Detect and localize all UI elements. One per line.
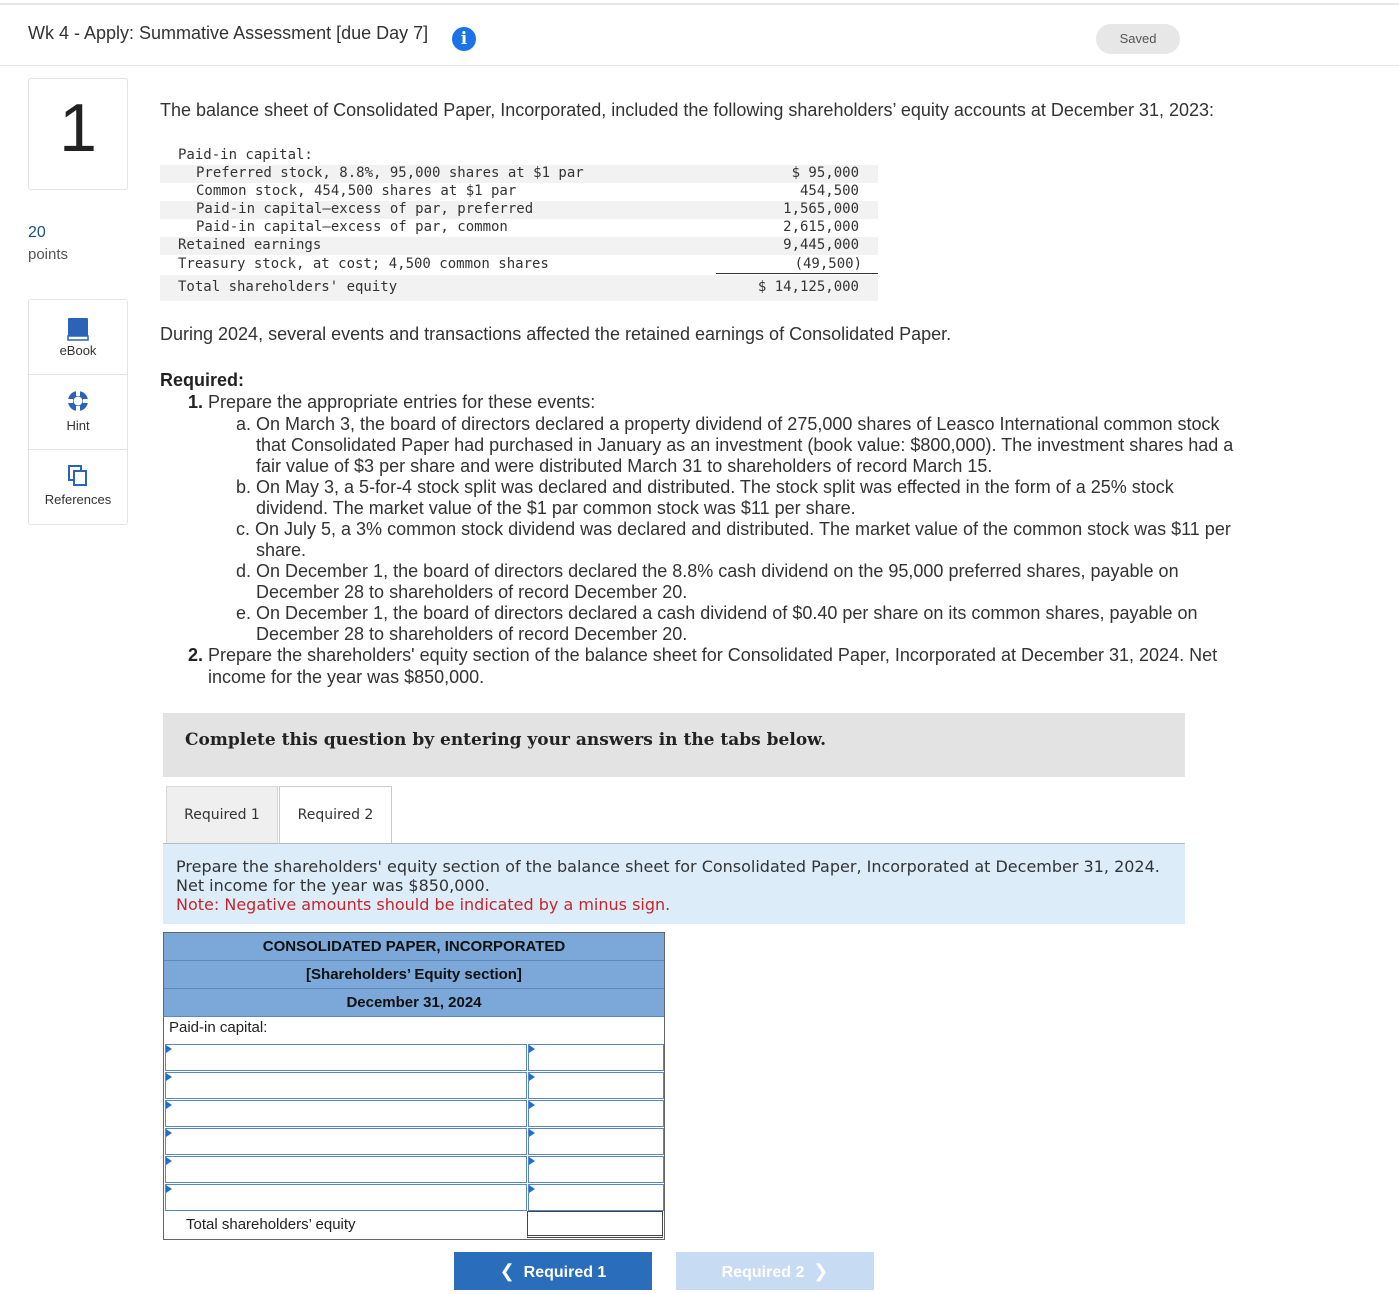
bs-label: Common stock, 454,500 shares at $1 par bbox=[196, 183, 517, 199]
required-2-line bbox=[188, 645, 1217, 666]
during-text: During 2024, several events and transactions affected the retained earnings of Consolidated Paper. bbox=[160, 324, 952, 344]
bs-label: Preferred stock, 8.8%, 95,000 shares at $1 par bbox=[196, 165, 584, 181]
required-1-number: 1. bbox=[188, 392, 204, 412]
instructions-panel bbox=[163, 844, 1185, 924]
input-row bbox=[164, 1072, 664, 1099]
event-a-line: a. On March 3, the board of directors declared a property dividend of 275,000 shares of Leasco International common stock bbox=[236, 414, 1220, 434]
references-label: References bbox=[44, 492, 112, 507]
bs-amount: (49,500) bbox=[794, 256, 862, 272]
complete-banner-text: Complete this question by entering your answers in the tabs below. bbox=[185, 730, 826, 750]
subtotal-rule bbox=[716, 273, 878, 274]
instructions-text: Prepare the shareholders' equity section of the balance sheet for Consolidated Paper, Incorporated at December 31, 2024. Net income for the year was $850,000. bbox=[176, 857, 1160, 895]
copy-icon bbox=[67, 464, 89, 488]
required-2-line: income for the year was $850,000. bbox=[208, 667, 485, 687]
prev-required-1-button[interactable] bbox=[454, 1252, 652, 1290]
event-b-line: b. On May 3, a 5-for-4 stock split was declared and distributed. The stock split was effected in the form of a 25% stock bbox=[236, 477, 1174, 497]
info-icon[interactable]: i bbox=[452, 27, 476, 51]
dropdown-marker-icon bbox=[529, 1045, 535, 1053]
dropdown-marker-icon bbox=[166, 1045, 172, 1053]
bs-amount: 454,500 bbox=[799, 183, 859, 199]
event-b-line: dividend. The market value of the $1 par common stock was $11 per share. bbox=[256, 498, 856, 518]
prev-button-label: Required 1 bbox=[523, 1264, 607, 1281]
amount-input[interactable] bbox=[528, 1156, 664, 1183]
event-c-line: c. On July 5, a 3% common stock dividend was declared and distributed. The market value of the common stock was $11 per bbox=[236, 519, 1231, 539]
bs-row bbox=[160, 237, 878, 255]
event-c-line: share. bbox=[256, 540, 307, 560]
required-1-text: Prepare the appropriate entries for these events: bbox=[208, 392, 596, 412]
dropdown-marker-icon bbox=[166, 1073, 172, 1081]
points-value: 20 bbox=[28, 224, 46, 241]
bs-row bbox=[160, 165, 878, 183]
input-row bbox=[164, 1184, 664, 1211]
total-equity-label: Total shareholders’ equity bbox=[186, 1216, 356, 1233]
event-a-line: that Consolidated Paper had purchased in January as an investment (book value: $800,000). The investment shares had a bbox=[256, 435, 1234, 455]
account-select[interactable] bbox=[165, 1100, 527, 1127]
problem-intro: The balance sheet of Consolidated Paper, Incorporated, included the following shareholders’ equity accounts at December 31, 2023: bbox=[160, 100, 1215, 120]
amount-input[interactable] bbox=[528, 1128, 664, 1155]
table-header-company: CONSOLIDATED PAPER, INCORPORATED bbox=[164, 933, 664, 961]
event-d-line: d. On December 1, the board of directors declared the 8.8% cash dividend on the 95,000 preferred shares, payable on bbox=[236, 561, 1179, 581]
dropdown-marker-icon bbox=[166, 1157, 172, 1165]
required-heading: Required: bbox=[160, 370, 245, 390]
account-select[interactable] bbox=[165, 1128, 527, 1155]
saved-status-badge: Saved bbox=[1096, 24, 1180, 54]
bs-row bbox=[160, 219, 878, 237]
dropdown-marker-icon bbox=[529, 1101, 535, 1109]
required-2-text: Prepare the shareholders' equity section of the balance sheet for Consolidated Paper, Incorporated at December 31, 2024. Net bbox=[208, 645, 1218, 665]
bs-amount: 1,565,000 bbox=[783, 201, 859, 217]
chevron-left-icon: ❮ bbox=[499, 1261, 515, 1281]
dropdown-marker-icon bbox=[529, 1073, 535, 1081]
next-required-2-button[interactable] bbox=[676, 1252, 874, 1290]
account-select[interactable] bbox=[165, 1156, 527, 1183]
complete-banner bbox=[163, 713, 1185, 777]
question-number: 1 bbox=[59, 90, 97, 166]
amount-input[interactable] bbox=[528, 1072, 664, 1099]
points-label: points bbox=[28, 246, 69, 263]
input-row bbox=[164, 1128, 664, 1155]
dropdown-marker-icon bbox=[166, 1129, 172, 1137]
input-row bbox=[164, 1044, 664, 1071]
account-select[interactable] bbox=[165, 1184, 527, 1211]
bs-label: Retained earnings bbox=[178, 237, 322, 253]
amount-input[interactable] bbox=[528, 1100, 664, 1127]
equity-answer-table bbox=[163, 932, 665, 1240]
bs-label: Total shareholders' equity bbox=[178, 279, 398, 295]
bs-row bbox=[160, 147, 878, 165]
instructions-note: Note: Negative amounts should be indicated by a minus sign. bbox=[176, 895, 671, 914]
event-a-line: fair value of $3 per share and were distributed March 31 to shareholders of record March 15. bbox=[256, 456, 993, 476]
question-number-box bbox=[28, 78, 128, 190]
input-row bbox=[164, 1100, 664, 1127]
amount-input[interactable] bbox=[528, 1044, 664, 1071]
bs-amount: 9,445,000 bbox=[783, 237, 859, 253]
bs-label: Paid-in capital—excess of par, preferred bbox=[196, 201, 534, 217]
bs-amount: $ 95,000 bbox=[791, 165, 859, 181]
bs-row bbox=[160, 201, 878, 219]
table-header-date: December 31, 2024 bbox=[164, 989, 664, 1017]
bs-label: Paid-in capital: bbox=[178, 147, 313, 163]
dropdown-marker-icon bbox=[529, 1185, 535, 1193]
table-header-section: [Shareholders’ Equity section] bbox=[164, 961, 664, 989]
input-row bbox=[164, 1156, 664, 1183]
total-equity-value bbox=[527, 1211, 663, 1238]
event-e-line: December 28 to shareholders of record December 20. bbox=[256, 624, 688, 644]
bs-row bbox=[160, 183, 878, 201]
tab-required-1[interactable]: Required 1 bbox=[166, 786, 278, 844]
bs-row bbox=[160, 256, 878, 274]
bs-label: Paid-in capital—excess of par, common bbox=[196, 219, 508, 235]
next-button-label: Required 2 bbox=[721, 1264, 805, 1281]
dropdown-marker-icon bbox=[166, 1101, 172, 1109]
required-2-number: 2. bbox=[188, 645, 204, 665]
hint-button[interactable] bbox=[29, 375, 127, 449]
assignment-header bbox=[0, 5, 1399, 66]
event-e-line: e. On December 1, the board of directors declared a cash dividend of $0.40 per share on its common shares, payable on bbox=[236, 603, 1198, 623]
dropdown-marker-icon bbox=[166, 1185, 172, 1193]
chevron-right-icon: ❯ bbox=[813, 1261, 829, 1281]
bs-label: Treasury stock, at cost; 4,500 common shares bbox=[178, 256, 549, 272]
tab-required-2[interactable]: Required 2 bbox=[279, 786, 392, 845]
paid-in-capital-label: Paid-in capital: bbox=[169, 1019, 268, 1036]
event-d-line: December 28 to shareholders of record December 20. bbox=[256, 582, 688, 602]
hint-label: Hint bbox=[66, 418, 90, 433]
dropdown-marker-icon bbox=[529, 1129, 535, 1137]
ebook-label: eBook bbox=[59, 343, 97, 358]
assignment-title: Wk 4 - Apply: Summative Assessment [due Day 7] bbox=[28, 23, 429, 43]
amount-input[interactable] bbox=[528, 1184, 664, 1211]
lifebuoy-icon bbox=[66, 389, 90, 413]
bs-amount: $ 14,125,000 bbox=[757, 279, 859, 295]
references-button[interactable] bbox=[29, 450, 127, 524]
bs-row bbox=[160, 275, 878, 301]
required-1-line bbox=[188, 392, 595, 413]
account-select[interactable] bbox=[165, 1044, 527, 1071]
ebook-button[interactable] bbox=[29, 300, 127, 374]
bs-amount: 2,615,000 bbox=[783, 219, 859, 235]
account-select[interactable] bbox=[165, 1072, 527, 1099]
dropdown-marker-icon bbox=[529, 1157, 535, 1165]
tools-panel bbox=[28, 299, 128, 525]
book-icon bbox=[67, 317, 89, 341]
